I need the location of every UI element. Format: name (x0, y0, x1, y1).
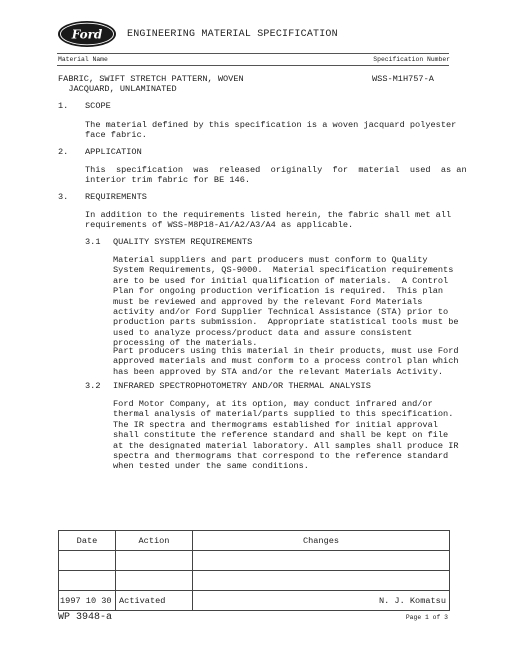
material-name: FABRIC, SWIFT STRETCH PATTERN, WOVEN JACQUARD, UNLAMINATED (58, 74, 244, 95)
table-cell (116, 551, 193, 571)
section-3-1-title: QUALITY SYSTEM REQUIREMENTS (113, 237, 253, 247)
section-2-number: 2. (58, 147, 69, 157)
table-row (59, 571, 450, 591)
section-3-2-title: INFRARED SPECTROPHOTOMETRY AND/OR THERMAL ANALYSIS (113, 381, 371, 391)
change-date: 1997 10 30 (59, 591, 116, 611)
material-name-label: Material Name (58, 56, 108, 63)
header-rule (57, 53, 449, 54)
section-1-title: SCOPE (85, 101, 111, 111)
table-header-row (59, 531, 450, 551)
section-1-number: 1. (58, 101, 69, 111)
table-row (59, 551, 450, 571)
change-history-table (58, 530, 450, 611)
section-3-title: REQUIREMENTS (85, 192, 147, 202)
section-3-1-number: 3.1 (85, 237, 101, 247)
section-1-body: The material defined by this specification is a woven jacquard polyester face fabric. (85, 120, 457, 141)
section-3-1-paragraph-2: Part producers using this material in their products, must use Ford approved materials and must conform to a process control plan which has been approved by STA and/or the relevant Materials Activity. (113, 346, 459, 377)
section-3-body: In addition to the requirements listed herein, the fabric shall met all requirements of WSS-M8P18-A1/A2/A3/A4 as applicable. (85, 210, 452, 231)
document-title: ENGINEERING MATERIAL SPECIFICATION (127, 29, 338, 40)
table-cell (116, 571, 193, 591)
table-cell (59, 571, 116, 591)
section-3-2-number: 3.2 (85, 381, 101, 391)
page-number: Page 1 of 3 (405, 614, 448, 621)
table-cell (193, 571, 450, 591)
table-cell (59, 551, 116, 571)
changes-header: Changes (193, 531, 450, 551)
section-2-title: APPLICATION (85, 147, 142, 157)
action-header: Action (116, 531, 193, 551)
section-3-1-paragraph-1: Material suppliers and part producers must conform to Quality System Requirements, QS-9000. Material specification requirements are to be used for initial qualification of materials. A Control Plan for ongoing production verification is required. This plan must be reviewed and approved by the relevant Ford Materials activity and/or Ford Supplier Technical Assistance (STA) prior to production parts submission. Appropriate statistical tools must be used to analyze process/product data and assure consistent processing of the materials. (113, 255, 459, 349)
ford-logo-text: Ford (71, 27, 103, 42)
spec-number: WSS-M1H757-A (372, 74, 434, 84)
table-row (59, 591, 450, 611)
table-cell (193, 551, 450, 571)
date-header: Date (59, 531, 116, 551)
change-author: N. J. Komatsu (193, 591, 450, 611)
spec-number-label: Specification Number (373, 56, 450, 63)
ford-logo (57, 20, 117, 48)
form-number: WP 3948-a (58, 612, 113, 623)
change-action: Activated (116, 591, 193, 611)
section-3-2-paragraph-1: Ford Motor Company, at its option, may conduct infrared and/or thermal analysis of material/parts supplied to this specification. The IR spectra and thermograms established for initial approval shall constitute the reference standard and shall be kept on file at the designated material laboratory. All samples shall produce IR spectra and thermograms that correspond to the reference standard when tested under the same conditions. (113, 399, 459, 472)
section-2-body: This specification was released originally for material used as an interior trim fabric for BE 146. (85, 165, 467, 186)
header-rule-2 (57, 65, 449, 66)
section-3-number: 3. (58, 192, 69, 202)
